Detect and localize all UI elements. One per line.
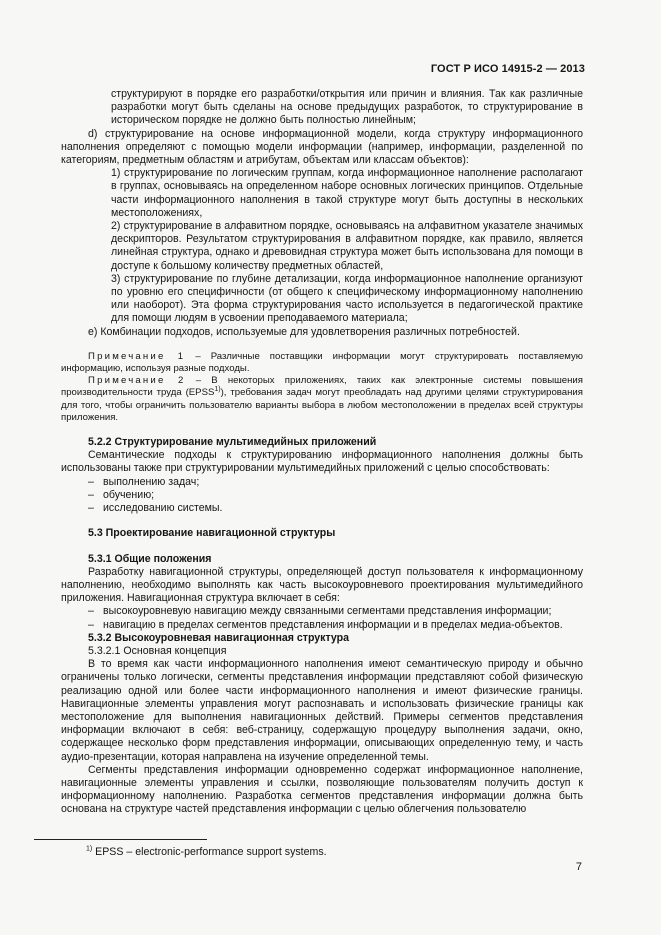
section-heading-5-3-2: 5.3.2 Высокоуровневая навигационная структура: [88, 631, 350, 644]
list-item: [61, 605, 583, 618]
list-item-text: исследованию системы.: [103, 502, 223, 515]
note-1-label: Примечание 1: [88, 350, 186, 362]
dash-bullet: –: [88, 605, 94, 618]
subsection-heading-5-3-2-1: 5.3.2.1 Основная концепция: [88, 644, 227, 657]
list-item-d2: 2) структурирование в алфавитном порядке, основываясь на алфавитном указателе значимых дескрипторов. Результатом структурирования в алфавитном порядке, как правило, является линейная структура, однако и древовидная структура может быть использована для помощи в доступе к большому количеству предметных областей,: [111, 220, 583, 272]
note-2-text-b: ), требования задач могут преобладать над другими целями структурирования для того, чтобы ограничить пользователю варианты выбора в любом местоположении в пределах всей структуры приложения.: [61, 387, 583, 423]
paragraph-5-3-2-1-a: В то время как части информационного наполнения имеют семантическую природу и обычно ограничены только логически, сегменты представления информации представляют собой физическую реализацию одной или более части информационного наполнения и имеют физические границы. Навигационные элементы управления могут распознавать и использовать физические границы как местоположение для выполнения навигационных действий. Примеры сегментов представления информации включают в себя: веб-страницу, содержащую процедуру выполнения задачи, окно, содержащее несколько форм представления информации, описывающих определенную тему, и часть аудио-презентации, которая направлена на изучение определенной темы.: [61, 658, 583, 763]
footnote-mark: 1): [86, 845, 93, 853]
document-body: [61, 88, 583, 817]
note-2-text-a: – В некоторых приложениях, таких как электронные системы повышения производительности труда (EPSS: [61, 375, 583, 399]
list-item: [61, 489, 583, 502]
note-2-footnote-ref: 1): [214, 386, 221, 394]
list-item-text: обучению;: [103, 488, 155, 501]
paragraph-5-3-2-1-b: Сегменты представления информации одновременно содержат информационное наполнение, навигационные элементы управления и ссылки, позволяющие пользователям получить доступ к информационному наполнению. Разработка сегментов представления информации должна быть основана на структуре частей представления информации с целью облегчения пользователю: [61, 763, 583, 816]
dash-bullet: –: [88, 618, 94, 631]
dash-bullet: –: [88, 488, 94, 501]
note-1: [61, 351, 583, 375]
list-item-text: выполнению задач;: [103, 475, 200, 488]
note-2: [61, 375, 583, 424]
list-item: [61, 502, 583, 515]
list-item: [61, 619, 583, 632]
paragraph-5-3-1: Разработку навигационной структуры, определяющей доступ пользователя к информационному наполнению, необходимо выполнять как часть высокоуровневого проектирования мультимедийного приложения. Навигационная структура включает в себя:: [61, 565, 583, 605]
list-item-d1: 1) структурирование по логическим группам, когда информационное наполнение располагают в группах, основываясь на определенном наборе основных логических принципов. Отдельные части информационного наполнения в такой структуре могут быть доступны в нескольких местоположениях,: [111, 167, 583, 219]
list-item-d: d) структурирование на основе информационной модели, когда структуру информационного наполнения определяют с помощью модели информации (например, информации, разделенной по категориям, предметным областям и атрибутам, объектам или классам объектов):: [61, 127, 583, 167]
footnote: [86, 846, 327, 858]
list-item-text: навигацию в пределах сегментов представления информации и в пределах медиа-объектов.: [103, 618, 563, 631]
note-1-text: – Различные поставщики информации могут структурировать поставляемую информацию, используя разные подходы.: [61, 350, 583, 375]
list-item-e: e) Комбинации подходов, используемые для удовлетворения различных потребностей.: [88, 325, 520, 338]
list-item: [61, 476, 583, 489]
dash-bullet: –: [88, 502, 94, 515]
page-number: 7: [575, 861, 582, 873]
footnote-text: EPSS – electronic-performance support systems.: [92, 846, 327, 858]
paragraph-continuation: структурируют в порядке его разработки/открытия или причин и влияния. Так как различные разработки могут быть сделаны на основе предыдущих разработок, то структурирование в историческом порядке не должно быть полностью линейным;: [111, 88, 583, 127]
dash-bullet: –: [88, 475, 94, 488]
paragraph-5-2-2: Семантические подходы к структурированию информационного наполнения должны быть использованы также при структурировании мультимедийных приложений с целью способствовать:: [61, 449, 583, 475]
note-2-label: Примечание 2: [88, 375, 186, 387]
section-heading-5-2-2: 5.2.2 Структурирование мультимедийных приложений: [88, 436, 377, 449]
section-heading-5-3: 5.3 Проектирование навигационной структуры: [88, 527, 336, 540]
section-heading-5-3-1: 5.3.1 Общие положения: [88, 552, 212, 565]
document-header: ГОСТ Р ИСО 14915-2 — 2013: [430, 63, 585, 75]
list-item-d3: 3) структурирование по глубине детализации, когда информационное наполнение организуют по уровню его специфичности (от общего к специфическому информационному наполнению или наоборот). Эта форма структурирования часто используется в педагогической практике для помощи людям в усвоении преподаваемого материала;: [111, 272, 583, 325]
footnote-separator: [34, 839, 207, 840]
list-item-text: высокоуровневую навигацию между связанными сегментами представления информации;: [103, 605, 552, 618]
